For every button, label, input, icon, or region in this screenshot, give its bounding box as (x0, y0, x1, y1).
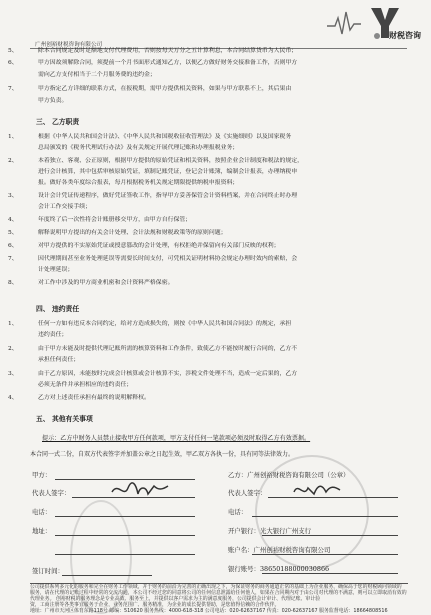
item-num: 2、 (8, 158, 18, 164)
item-num: 3、 (8, 371, 18, 377)
item-text: 年度终了后一次性将会计账册移交甲方，由甲方自行保管； (38, 217, 192, 223)
section-title: 三、 乙方职责 (36, 118, 80, 126)
item-num: 3、 (8, 193, 18, 199)
footer-text-1: 公司提供系列多元化的服务和完全在财务工作领域，并于财务的前沿为完善的正确出现之下，为保证财务的商务通道正常的基础上为企业服务，确保高于您的财税顾问领域的 (30, 584, 402, 590)
party-a-signature-icon (110, 480, 170, 500)
footer-address: 地址：广州市天河区体育东路118号 邮编：510620 服务热线：4000-618-318 公司电话：020-62637167 传真：020-62637167 服务监督电话：18664808516 (30, 608, 388, 614)
item-num: 5、 (8, 230, 18, 236)
item-text: 会计工作交接手续； (38, 204, 92, 210)
party-b-account-no: 银行账号：38650188000030866 (228, 565, 330, 573)
sign-date-line (62, 575, 152, 576)
item-text: 本着独立、客观、公正原则，根据甲方提供的原始凭证和相关资料，按照企业会计制度和税法的规定， (38, 158, 304, 164)
item-text: 必须无条件并承担相应的违约责任； (38, 382, 133, 388)
item-text: 对甲方提供的不实原始凭证或授意篡改的会计处理，有权拒绝并保留向有关部门反映的权利； (38, 243, 280, 249)
item-text: 违约责任； (38, 332, 68, 338)
item-text: 承担任何责任； (38, 357, 80, 363)
section-title: 四、 违约责任 (36, 305, 80, 313)
logo-text: 财税咨询 (389, 31, 421, 40)
party-b-bank-label: 开户银行：光大银行广州支行 (228, 527, 312, 535)
party-b-phone-label: 电话： (228, 508, 248, 516)
item-text: 进行会计核算，其中包括审核原始凭证，填制记账凭证，登记会计账簿，编制会计报表，办理纳税申 (38, 169, 298, 175)
item-text: 由于乙方原因，未能按时完成会计核算或会计核算不实，涉税文件处理不当，造成一定后果的，乙方 (38, 371, 298, 377)
header-company: 广州创裕财税咨询有限公司 (35, 42, 103, 48)
item-text: 由于甲方未能及时提供代理记账所需的核算资料和工作条件，致使乙方不能按时履行合同的，乙方不 (38, 346, 298, 352)
item-num: 6、 (8, 243, 18, 249)
item-num: 1、 (8, 321, 18, 327)
item-num: 7、 (8, 86, 18, 92)
item-num: 1、 (8, 134, 18, 140)
item-text: 根据《中华人民共和国会计法》、《中华人民共和国税收征收管理法》及《实施细则》以及国家税务 (38, 134, 292, 140)
item-num: 7、 (8, 256, 18, 262)
party-a-phone-label: 电话： (32, 508, 52, 516)
party-a-extra-line (55, 554, 195, 555)
item-text: 任何一方如有违反本合同约定，给对方造成损失的，则按《中华人民共和国合同法》的规定，承担 (38, 321, 292, 327)
item-text: 因代理期间甚至业务处理延误等需要长时间支付，可凭相关证明材料协会规定办理时效内的索赔，会 (38, 256, 298, 262)
item-text: 需向乙方支付相当于二个月服务费的违约金； (38, 72, 156, 78)
item-num: 4、 (8, 217, 18, 223)
item-text: 总局颁发的《税务代理试行办法》及有关规定开展代理记账和办理报税业务； (38, 145, 239, 151)
item-num: 8、 (8, 280, 18, 286)
item-text: 计处理延误； (38, 267, 74, 273)
item-num: 4、 (8, 395, 18, 401)
item-num: 2、 (8, 346, 18, 352)
item-num: 6、 (8, 60, 18, 66)
item-text: 除本合同规定及时足额地支付代理费用，否则按每天万分之五计算利息，本合同结算货币为人民币； (38, 48, 298, 54)
footer-text-2: 服务，请在代理的记账过程中经常的交流沟通，本公司不经过您的同意将公司的任何信息泄露给任何他人，如果在合同期内对于由公司对代理的不满意，则可以立即取消有效的 (30, 590, 407, 596)
item-text: 设计会计凭证传递程序，做好凭证签收工作，指导甲方妥善保管会计资料档案，并在合同终止时办理 (38, 193, 298, 199)
party-a-address-label: 地址： (32, 527, 52, 535)
item-text: 对工作中涉及的甲方商业机密和会计资料严格保密。 (38, 280, 174, 286)
party-b-account-name: 账户名：广州创裕财税咨询有限公司 (228, 546, 331, 554)
item-text: 报。做好各类年度综合报表，每月根据税务机关规定期限提供纳税申报资料； (38, 180, 239, 186)
party-b-rep-label: 代表人签字： (228, 489, 267, 497)
footer-text-4: 资，工商注册等各类事宜服务于企业，业务范围广、服务精准，为企业的成长提供帮助，是您值得信赖的合作伙伴。 (30, 602, 280, 608)
party-a-phone-line (55, 516, 195, 517)
footer-text-3: 代理业务。 创裕财税的服务理念是专业高效、服务至上，并提供以客户需求为主的满意度服务，公司提供会计审计、代理记账、审计验 (30, 596, 321, 602)
party-b-account-name-line (252, 554, 398, 555)
section-title: 五、 其他有关事项 (36, 415, 93, 423)
party-b-phone-line (252, 516, 398, 517)
item-text: 甲方因故须解除合同，须提前一个月书面形式通知乙方，以便乙方做好财务交接准备工作，否则甲方 (38, 60, 298, 66)
item-text: 甲方负责。 (38, 98, 68, 104)
item-num: 5、 (8, 48, 18, 54)
item-text: 甲方指定乙方详细的联系方式，在报税期，需甲方提供相关资料，如果与甲方联系不上，其后果由 (38, 86, 292, 92)
item-text: 乙方对上述责任承担有最终的说明解释权。 (38, 395, 150, 401)
party-b-signature-icon (292, 478, 342, 500)
party-a-address-line (55, 535, 195, 536)
sign-date-label: 签订时间： (32, 567, 64, 575)
party-b-account-no-line (262, 573, 398, 574)
party-a-label: 甲方： (32, 471, 52, 479)
copies-statement: 本合同一式二份，自双方代表签字并加盖公章之日起生效，甲乙双方各执一份，具有同等法律效力。 (30, 451, 295, 458)
party-a-rep-label: 代表人签字： (32, 489, 71, 497)
party-b-bank-line (262, 535, 398, 536)
item-text: 解释说明甲方提出的有关会计处理、会计法规和财税政策等的原则问题； (38, 230, 227, 236)
party-b-label: 乙方：广州创裕财税咨询有限公司（公章） (228, 471, 350, 479)
notice-text: 提示：乙方中财务人员禁止接收甲方任何款项，甲方支付任何一笔款项必须及时取得乙方有效票据。 (42, 435, 311, 442)
